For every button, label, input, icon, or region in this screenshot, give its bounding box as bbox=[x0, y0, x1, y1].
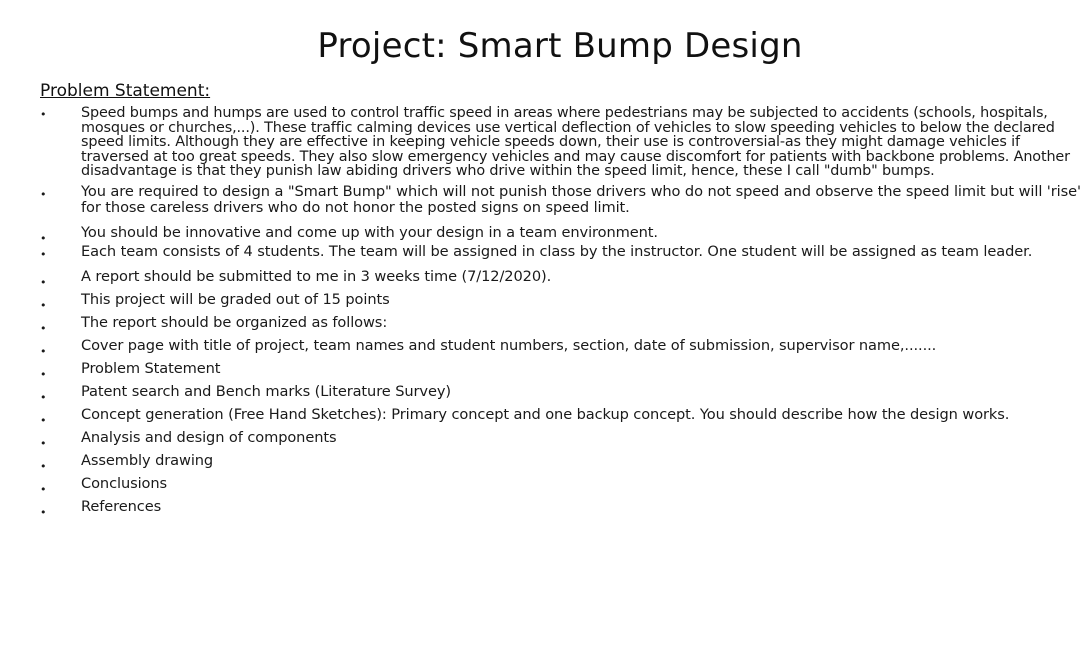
list-item-text: Conclusions bbox=[81, 474, 168, 492]
list-item-text: The report should be organized as follows: bbox=[81, 313, 388, 331]
list-item-text: Speed bumps and humps are used to control traffic speed in areas where pedestrians may be subjected to accidents (schools, hospitals, mosques or churches,...). These traffic calming devices use vertical deflection of vehicles to slow speeding vehicles to below the declared speed limits. Although they are effective in keeping vehicle speeds down, their use is controversial-as they might damage vehicles if traversed at too great speeds. They also slow emergency vehicles and may cause discomfort for patients with backbone problems. Another disadvantage is that they punish law abiding drivers who drive within the speed limit, hence, these I call "dumb" bumps. bbox=[81, 105, 1070, 179]
list-item bbox=[40, 311, 1086, 334]
list-item-text: This project will be graded out of 15 points bbox=[81, 290, 390, 308]
list-item bbox=[40, 472, 1086, 495]
list-item bbox=[40, 106, 1086, 179]
bullet-icon: • bbox=[40, 275, 47, 289]
bullet-icon: • bbox=[40, 231, 47, 245]
list-item bbox=[40, 449, 1086, 472]
bullet-list bbox=[40, 106, 1086, 518]
list-item bbox=[40, 495, 1086, 518]
list-item-text: A report should be submitted to me in 3 weeks time (7/12/2020). bbox=[81, 267, 552, 285]
bullet-icon: • bbox=[40, 344, 47, 358]
list-item-text: You are required to design a "Smart Bump" which will not punish those drivers who do not speed and observe the speed limit but will 'rise' for those careless drivers who do not honor the posted signs on speed limit. bbox=[81, 182, 1081, 216]
list-item bbox=[40, 244, 1086, 260]
list-item-text: Cover page with title of project, team names and student numbers, section, date of submission, supervisor name,....... bbox=[81, 336, 937, 354]
bullet-icon: • bbox=[40, 482, 47, 496]
bullet-icon: • bbox=[40, 459, 47, 473]
bullet-icon: • bbox=[40, 298, 47, 312]
bullet-icon: • bbox=[40, 390, 47, 404]
bullet-icon: • bbox=[40, 247, 47, 261]
bullet-icon: • bbox=[40, 321, 47, 335]
list-item-text: References bbox=[81, 497, 162, 515]
bullet-icon: • bbox=[40, 187, 47, 201]
bullet-icon: • bbox=[40, 413, 47, 427]
bullet-icon: • bbox=[40, 367, 47, 381]
page-title: Project: Smart Bump Design bbox=[317, 26, 803, 66]
list-item-text: Concept generation (Free Hand Sketches): Primary concept and one backup concept. You should describe how the design works. bbox=[81, 405, 1010, 423]
list-item-text: Patent search and Bench marks (Literature Survey) bbox=[81, 382, 451, 400]
bullet-icon: • bbox=[40, 436, 47, 450]
list-item-text: You should be innovative and come up with your design in a team environment. bbox=[81, 223, 658, 241]
list-item bbox=[40, 357, 1086, 380]
list-item bbox=[40, 265, 1086, 288]
list-item-text: Problem Statement bbox=[81, 359, 221, 377]
list-item bbox=[40, 334, 1086, 357]
list-item bbox=[40, 288, 1086, 311]
list-item bbox=[40, 380, 1086, 403]
bullet-icon: • bbox=[40, 108, 47, 121]
list-item bbox=[40, 184, 1086, 216]
bullet-icon: • bbox=[40, 505, 47, 519]
list-item-text: Analysis and design of components bbox=[81, 428, 337, 446]
list-item bbox=[40, 403, 1086, 426]
section-heading: Problem Statement: bbox=[40, 81, 211, 101]
list-item-text: Each team consists of 4 students. The team will be assigned in class by the instructor. One student will be assigned as team leader. bbox=[81, 242, 1033, 260]
list-item bbox=[40, 426, 1086, 449]
list-item-text: Assembly drawing bbox=[81, 451, 214, 469]
list-item bbox=[40, 221, 1086, 244]
